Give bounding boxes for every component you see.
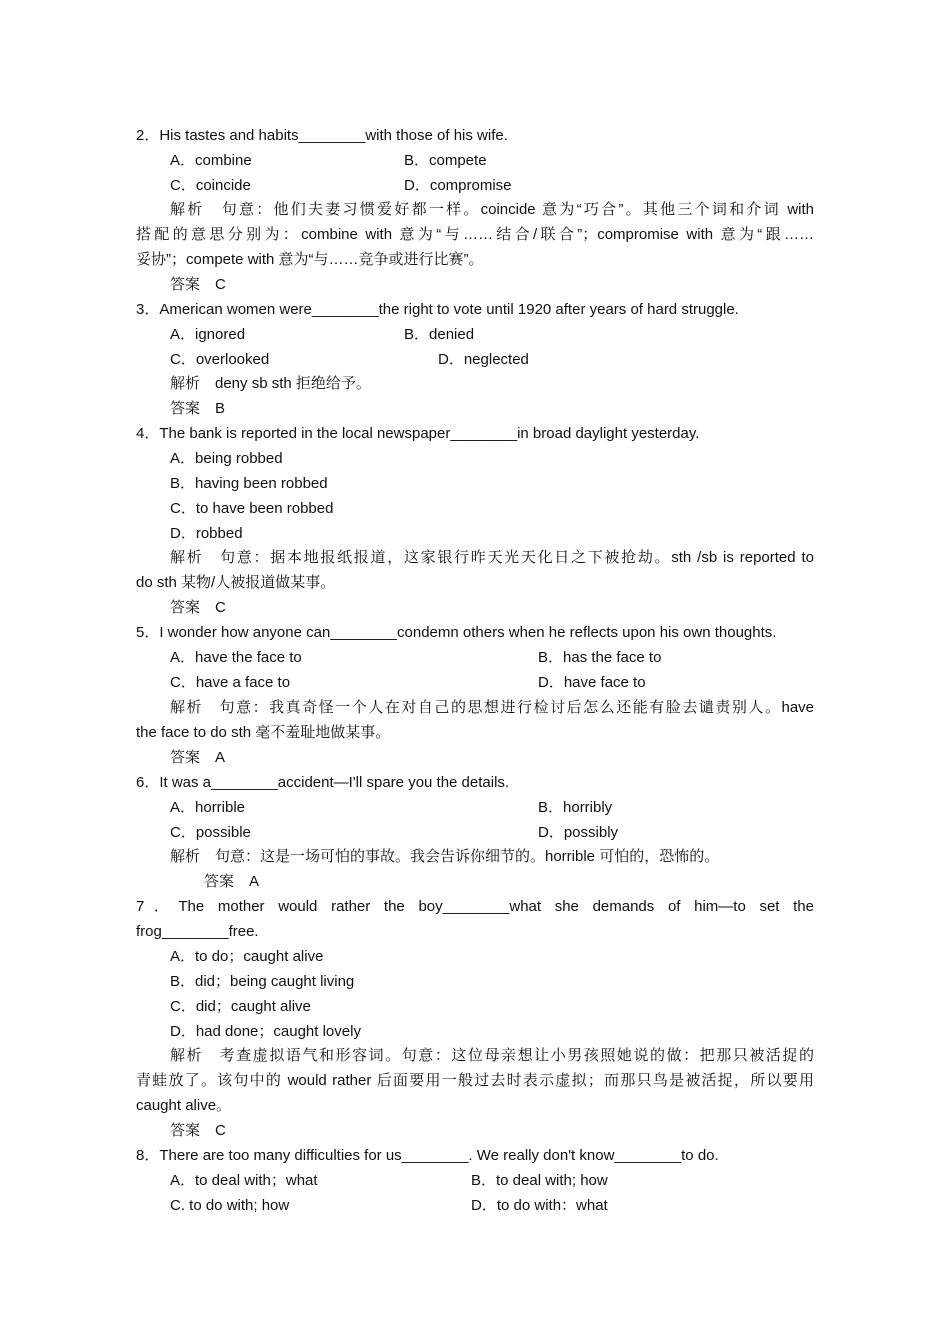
question-2-explanation-line-2: 搭配的意思分别为：combine with 意为“与……结合/联合”；compromise with 意为“跟…… bbox=[136, 226, 814, 243]
question-7-option-b: B．did；being caught living bbox=[170, 973, 355, 990]
question-7-option-d: D．had done；caught lovely bbox=[170, 1023, 361, 1040]
question-2-option-d: D．compromise bbox=[404, 177, 512, 194]
question-3-option-d: D．neglected bbox=[438, 351, 529, 368]
question-3-answer: 答案 B bbox=[170, 400, 226, 417]
question-3-option-a: A．ignored bbox=[170, 326, 246, 343]
question-4-option-b: B．having been robbed bbox=[170, 475, 328, 492]
question-2-explanation-line-1: 解析 句意：他们夫妻习惯爱好都一样。coincide 意为“巧合”。其他三个词和介词 with bbox=[170, 201, 814, 218]
question-8-stem: 8．There are too many difficulties for us________. We really don't know________to do. bbox=[136, 1147, 719, 1164]
question-4-option-a: A．being robbed bbox=[170, 450, 283, 467]
question-7-option-c: C．did；caught alive bbox=[170, 998, 311, 1015]
question-8-option-c: C. to do with; how bbox=[170, 1197, 290, 1214]
question-7-explanation-line-2: 青蛙放了。该句中的 would rather 后面要用一般过去时表示虚拟；而那只鸟是被活捉，所以要用 bbox=[136, 1072, 814, 1089]
question-3-explanation: 解析 deny sb sth 拒绝给予。 bbox=[170, 375, 371, 392]
question-6-option-c: C．possible bbox=[170, 824, 251, 841]
question-7-answer: 答案 C bbox=[170, 1122, 226, 1139]
question-5-option-b: B．has the face to bbox=[538, 649, 662, 666]
question-3-option-c: C．overlooked bbox=[170, 351, 270, 368]
question-2-answer: 答案 C bbox=[170, 276, 226, 293]
question-5-option-a: A．have the face to bbox=[170, 649, 302, 666]
question-7-explanation-line-1: 解析 考查虚拟语气和形容词。句意：这位母亲想让小男孩照她说的做：把那只被活捉的 bbox=[170, 1047, 814, 1064]
question-2-option-a: A．combine bbox=[170, 152, 252, 169]
question-7-option-a: A．to do；caught alive bbox=[170, 948, 324, 965]
question-6-option-d: D．possibly bbox=[538, 824, 619, 841]
question-4-option-c: C．to have been robbed bbox=[170, 500, 334, 517]
question-3-option-b: B．denied bbox=[404, 326, 475, 343]
question-5-explanation-line-2: the face to do sth 毫不羞耻地做某事。 bbox=[136, 724, 391, 741]
question-6-option-b: B．horribly bbox=[538, 799, 613, 816]
question-7-stem-line-1: 7．The mother would rather the boy________what she demands of him—to set the bbox=[136, 898, 814, 915]
question-2-explanation-line-3: 妥协”；compete with 意为“与……竞争或进行比赛”。 bbox=[136, 251, 484, 268]
question-6-stem: 6．It was a________accident—I'll spare you the details. bbox=[136, 774, 510, 791]
question-7-stem-line-2: frog________free. bbox=[136, 923, 259, 940]
question-2-option-c: C．coincide bbox=[170, 177, 251, 194]
question-5-option-c: C．have a face to bbox=[170, 674, 291, 691]
question-5-option-d: D．have face to bbox=[538, 674, 646, 691]
question-4-answer: 答案 C bbox=[170, 599, 226, 616]
question-4-option-d: D．robbed bbox=[170, 525, 243, 542]
question-6-answer: 答案 A bbox=[204, 873, 260, 890]
question-7-explanation-line-3: caught alive。 bbox=[136, 1097, 232, 1114]
question-8-option-d: D．to do with：what bbox=[471, 1197, 608, 1214]
question-6-option-a: A．horrible bbox=[170, 799, 246, 816]
question-4-stem: 4．The bank is reported in the local newspaper________in broad daylight yesterday. bbox=[136, 425, 700, 442]
question-3-stem: 3．American women were________the right to vote until 1920 after years of hard struggle. bbox=[136, 301, 739, 318]
question-6-explanation: 解析 句意：这是一场可怕的事故。我会告诉你细节的。horrible 可怕的，恐怖的。 bbox=[170, 848, 720, 865]
question-8-option-b: B．to deal with; how bbox=[471, 1172, 608, 1189]
question-5-stem: 5．I wonder how anyone can________condemn others when he reflects upon his own thoughts. bbox=[136, 624, 777, 641]
question-5-explanation-line-1: 解析 句意：我真奇怪一个人在对自己的思想进行检讨后怎么还能有脸去谴责别人。have bbox=[170, 699, 814, 716]
question-4-explanation-line-1: 解析 句意：据本地报纸报道，这家银行昨天光天化日之下被抢劫。sth /sb is reported to bbox=[170, 549, 814, 566]
question-4-explanation-line-2: do sth 某物/人被报道做某事。 bbox=[136, 574, 336, 591]
question-2-stem: 2．His tastes and habits________with those of his wife. bbox=[136, 127, 508, 144]
question-2-option-b: B．compete bbox=[404, 152, 487, 169]
question-8-option-a: A．to deal with；what bbox=[170, 1172, 318, 1189]
question-5-answer: 答案 A bbox=[170, 749, 226, 766]
